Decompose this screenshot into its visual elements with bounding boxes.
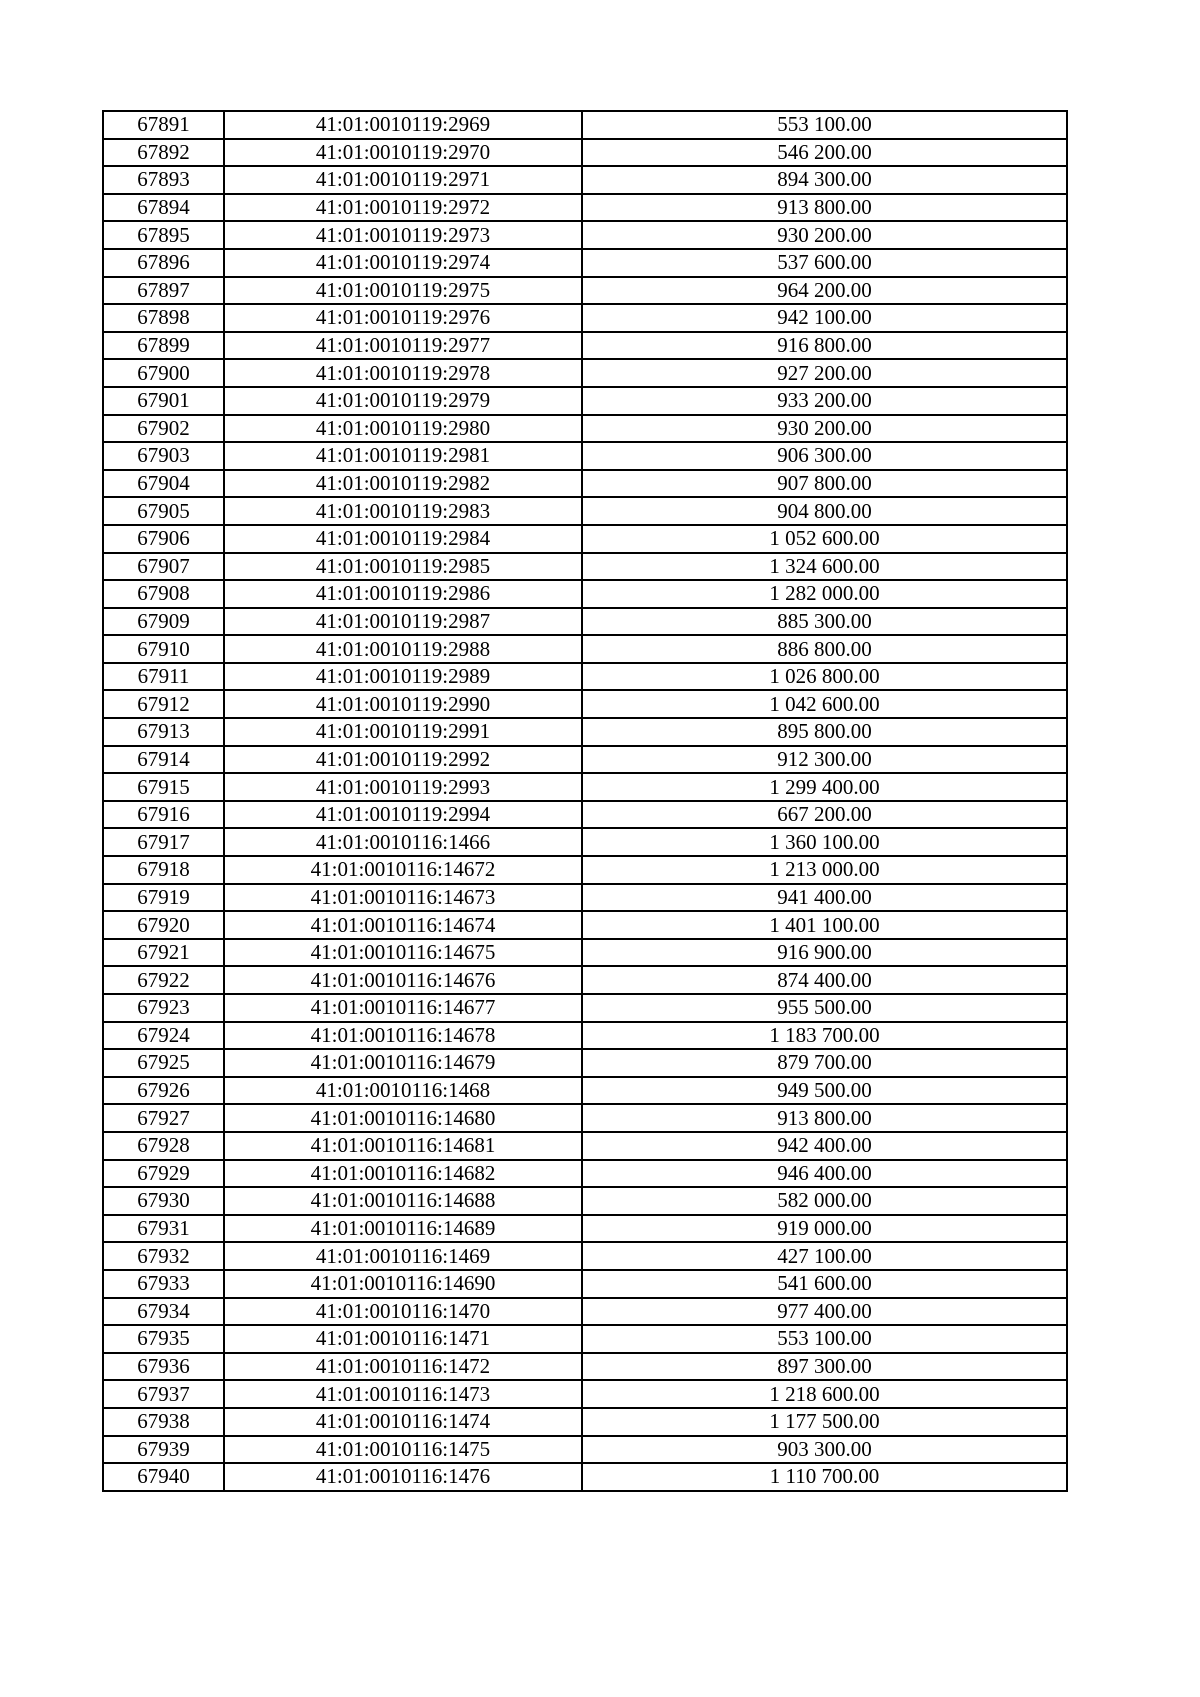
cadastral-value-cell: 879 700.00 <box>582 1049 1067 1077</box>
cadastral-number-cell: 41:01:0010119:2971 <box>224 166 582 194</box>
row-number-cell: 67899 <box>103 332 224 360</box>
cadastral-number-cell: 41:01:0010119:2977 <box>224 332 582 360</box>
table-row <box>103 939 1067 967</box>
table-row <box>103 580 1067 608</box>
row-number-cell: 67927 <box>103 1104 224 1132</box>
cadastral-number-cell: 41:01:0010119:2970 <box>224 139 582 167</box>
row-number-cell: 67936 <box>103 1353 224 1381</box>
row-number-cell: 67910 <box>103 635 224 663</box>
cadastral-value-cell: 955 500.00 <box>582 994 1067 1022</box>
cadastral-value-cell: 1 042 600.00 <box>582 690 1067 718</box>
row-number-cell: 67898 <box>103 304 224 332</box>
table-row <box>103 911 1067 939</box>
row-number-cell: 67913 <box>103 718 224 746</box>
row-number-cell: 67896 <box>103 249 224 277</box>
cadastral-value-cell: 537 600.00 <box>582 249 1067 277</box>
row-number-cell: 67931 <box>103 1215 224 1243</box>
row-number-cell: 67902 <box>103 415 224 443</box>
table-row <box>103 663 1067 691</box>
cadastral-number-cell: 41:01:0010116:14678 <box>224 1022 582 1050</box>
table-row <box>103 1463 1067 1491</box>
table-row <box>103 1242 1067 1270</box>
row-number-cell: 67922 <box>103 966 224 994</box>
table-row <box>103 1325 1067 1353</box>
table-row <box>103 994 1067 1022</box>
cadastral-number-cell: 41:01:0010116:1470 <box>224 1298 582 1326</box>
cadastral-number-cell: 41:01:0010116:14675 <box>224 939 582 967</box>
row-number-cell: 67900 <box>103 359 224 387</box>
row-number-cell: 67911 <box>103 663 224 691</box>
cadastral-value-cell: 427 100.00 <box>582 1242 1067 1270</box>
cadastral-number-cell: 41:01:0010116:14672 <box>224 856 582 884</box>
cadastral-number-cell: 41:01:0010119:2989 <box>224 663 582 691</box>
cadastral-value-cell: 546 200.00 <box>582 139 1067 167</box>
cadastral-value-cell: 1 177 500.00 <box>582 1408 1067 1436</box>
row-number-cell: 67926 <box>103 1077 224 1105</box>
row-number-cell: 67906 <box>103 525 224 553</box>
table-row <box>103 966 1067 994</box>
cadastral-number-cell: 41:01:0010116:14673 <box>224 884 582 912</box>
table-row <box>103 1270 1067 1298</box>
cadastral-number-cell: 41:01:0010119:2985 <box>224 553 582 581</box>
row-number-cell: 67908 <box>103 580 224 608</box>
cadastral-number-cell: 41:01:0010116:14688 <box>224 1187 582 1215</box>
row-number-cell: 67903 <box>103 442 224 470</box>
cadastral-value-cell: 933 200.00 <box>582 387 1067 415</box>
cadastral-value-cell: 942 400.00 <box>582 1132 1067 1160</box>
cadastral-number-cell: 41:01:0010119:2974 <box>224 249 582 277</box>
cadastral-value-cell: 1 299 400.00 <box>582 773 1067 801</box>
cadastral-value-cell: 885 300.00 <box>582 608 1067 636</box>
cadastral-number-cell: 41:01:0010116:1475 <box>224 1436 582 1464</box>
row-number-cell: 67932 <box>103 1242 224 1270</box>
cadastral-number-cell: 41:01:0010116:1471 <box>224 1325 582 1353</box>
row-number-cell: 67905 <box>103 497 224 525</box>
cadastral-number-cell: 41:01:0010116:14690 <box>224 1270 582 1298</box>
cadastral-number-cell: 41:01:0010119:2979 <box>224 387 582 415</box>
cadastral-number-cell: 41:01:0010116:1473 <box>224 1380 582 1408</box>
cadastral-value-cell: 913 800.00 <box>582 194 1067 222</box>
cadastral-value-cell: 916 900.00 <box>582 939 1067 967</box>
cadastral-value-cell: 941 400.00 <box>582 884 1067 912</box>
table-row <box>103 1022 1067 1050</box>
cadastral-value-cell: 667 200.00 <box>582 801 1067 829</box>
table-row <box>103 856 1067 884</box>
cadastral-value-cell: 1 110 700.00 <box>582 1463 1067 1491</box>
cadastral-value-cell: 913 800.00 <box>582 1104 1067 1132</box>
row-number-cell: 67939 <box>103 1436 224 1464</box>
cadastral-number-cell: 41:01:0010119:2975 <box>224 277 582 305</box>
table-row <box>103 1215 1067 1243</box>
cadastral-value-cell: 1 401 100.00 <box>582 911 1067 939</box>
cadastral-value-cell: 919 000.00 <box>582 1215 1067 1243</box>
cadastral-number-cell: 41:01:0010116:14676 <box>224 966 582 994</box>
row-number-cell: 67912 <box>103 690 224 718</box>
cadastral-value-cell: 874 400.00 <box>582 966 1067 994</box>
row-number-cell: 67938 <box>103 1408 224 1436</box>
table-row <box>103 1380 1067 1408</box>
cadastral-value-cell: 907 800.00 <box>582 470 1067 498</box>
cadastral-value-cell: 946 400.00 <box>582 1160 1067 1188</box>
table-row <box>103 718 1067 746</box>
table-row <box>103 608 1067 636</box>
row-number-cell: 67916 <box>103 801 224 829</box>
cadastral-number-cell: 41:01:0010119:2983 <box>224 497 582 525</box>
table-row <box>103 1077 1067 1105</box>
cadastral-number-cell: 41:01:0010116:1472 <box>224 1353 582 1381</box>
cadastral-number-cell: 41:01:0010119:2991 <box>224 718 582 746</box>
row-number-cell: 67904 <box>103 470 224 498</box>
row-number-cell: 67935 <box>103 1325 224 1353</box>
cadastral-number-cell: 41:01:0010116:14674 <box>224 911 582 939</box>
table-row <box>103 387 1067 415</box>
cadastral-number-cell: 41:01:0010116:14681 <box>224 1132 582 1160</box>
cadastral-number-cell: 41:01:0010116:14682 <box>224 1160 582 1188</box>
cadastral-value-cell: 894 300.00 <box>582 166 1067 194</box>
row-number-cell: 67915 <box>103 773 224 801</box>
table-row <box>103 249 1067 277</box>
cadastral-value-cell: 949 500.00 <box>582 1077 1067 1105</box>
cadastral-number-cell: 41:01:0010116:14679 <box>224 1049 582 1077</box>
table-row <box>103 525 1067 553</box>
row-number-cell: 67894 <box>103 194 224 222</box>
cadastral-value-cell: 977 400.00 <box>582 1298 1067 1326</box>
table-row <box>103 746 1067 774</box>
cadastral-number-cell: 41:01:0010119:2990 <box>224 690 582 718</box>
cadastral-value-cell: 1 026 800.00 <box>582 663 1067 691</box>
row-number-cell: 67892 <box>103 139 224 167</box>
cadastral-value-cell: 553 100.00 <box>582 1325 1067 1353</box>
row-number-cell: 67901 <box>103 387 224 415</box>
cadastral-value-cell: 916 800.00 <box>582 332 1067 360</box>
table-row <box>103 1353 1067 1381</box>
row-number-cell: 67928 <box>103 1132 224 1160</box>
table-row <box>103 166 1067 194</box>
table-row <box>103 442 1067 470</box>
cadastral-number-cell: 41:01:0010116:14677 <box>224 994 582 1022</box>
table-row <box>103 884 1067 912</box>
cadastral-number-cell: 41:01:0010116:1469 <box>224 1242 582 1270</box>
cadastral-value-cell: 1 282 000.00 <box>582 580 1067 608</box>
cadastral-number-cell: 41:01:0010119:2992 <box>224 746 582 774</box>
table-row <box>103 304 1067 332</box>
cadastral-number-cell: 41:01:0010116:1474 <box>224 1408 582 1436</box>
table-row <box>103 277 1067 305</box>
table-row <box>103 470 1067 498</box>
table-row <box>103 1408 1067 1436</box>
table-row <box>103 194 1067 222</box>
cadastral-value-cell: 1 183 700.00 <box>582 1022 1067 1050</box>
row-number-cell: 67919 <box>103 884 224 912</box>
cadastral-value-cell: 1 324 600.00 <box>582 553 1067 581</box>
table-row <box>103 497 1067 525</box>
cadastral-number-cell: 41:01:0010119:2988 <box>224 635 582 663</box>
row-number-cell: 67909 <box>103 608 224 636</box>
row-number-cell: 67917 <box>103 828 224 856</box>
cadastral-number-cell: 41:01:0010116:1468 <box>224 1077 582 1105</box>
row-number-cell: 67940 <box>103 1463 224 1491</box>
row-number-cell: 67929 <box>103 1160 224 1188</box>
row-number-cell: 67914 <box>103 746 224 774</box>
row-number-cell: 67907 <box>103 553 224 581</box>
table-row <box>103 1436 1067 1464</box>
cadastral-value-cell: 1 360 100.00 <box>582 828 1067 856</box>
cadastral-value-cell: 930 200.00 <box>582 415 1067 443</box>
cadastral-number-cell: 41:01:0010119:2986 <box>224 580 582 608</box>
row-number-cell: 67921 <box>103 939 224 967</box>
cadastral-number-cell: 41:01:0010119:2980 <box>224 415 582 443</box>
cadastral-value-cell: 906 300.00 <box>582 442 1067 470</box>
cadastral-value-cell: 1 218 600.00 <box>582 1380 1067 1408</box>
row-number-cell: 67918 <box>103 856 224 884</box>
cadastral-value-cell: 553 100.00 <box>582 111 1067 139</box>
table-row <box>103 221 1067 249</box>
row-number-cell: 67930 <box>103 1187 224 1215</box>
cadastral-value-cell: 895 800.00 <box>582 718 1067 746</box>
cadastral-number-cell: 41:01:0010119:2984 <box>224 525 582 553</box>
table-row <box>103 801 1067 829</box>
row-number-cell: 67937 <box>103 1380 224 1408</box>
cadastral-value-cell: 942 100.00 <box>582 304 1067 332</box>
cadastral-value-cell: 904 800.00 <box>582 497 1067 525</box>
cadastral-number-cell: 41:01:0010119:2987 <box>224 608 582 636</box>
cadastral-value-cell: 582 000.00 <box>582 1187 1067 1215</box>
table-row <box>103 635 1067 663</box>
cadastral-number-cell: 41:01:0010119:2972 <box>224 194 582 222</box>
row-number-cell: 67925 <box>103 1049 224 1077</box>
cadastral-value-cell: 927 200.00 <box>582 359 1067 387</box>
cadastral-value-cell: 897 300.00 <box>582 1353 1067 1381</box>
cadastral-number-cell: 41:01:0010116:1476 <box>224 1463 582 1491</box>
cadastral-value-cell: 912 300.00 <box>582 746 1067 774</box>
row-number-cell: 67934 <box>103 1298 224 1326</box>
row-number-cell: 67895 <box>103 221 224 249</box>
cadastral-number-cell: 41:01:0010116:14689 <box>224 1215 582 1243</box>
cadastral-value-cell: 541 600.00 <box>582 1270 1067 1298</box>
table-row <box>103 415 1067 443</box>
row-number-cell: 67920 <box>103 911 224 939</box>
table-row <box>103 359 1067 387</box>
table-row <box>103 1132 1067 1160</box>
row-number-cell: 67924 <box>103 1022 224 1050</box>
cadastral-number-cell: 41:01:0010116:1466 <box>224 828 582 856</box>
row-number-cell: 67933 <box>103 1270 224 1298</box>
table-row <box>103 1104 1067 1132</box>
table-row <box>103 1049 1067 1077</box>
table-row <box>103 139 1067 167</box>
table-row <box>103 332 1067 360</box>
cadastral-number-cell: 41:01:0010119:2978 <box>224 359 582 387</box>
table-row <box>103 1298 1067 1326</box>
row-number-cell: 67891 <box>103 111 224 139</box>
row-number-cell: 67923 <box>103 994 224 1022</box>
cadastral-value-cell: 930 200.00 <box>582 221 1067 249</box>
row-number-cell: 67897 <box>103 277 224 305</box>
cadastral-number-cell: 41:01:0010119:2982 <box>224 470 582 498</box>
cadastral-value-cell: 1 052 600.00 <box>582 525 1067 553</box>
cadastral-value-table <box>102 110 1068 1492</box>
table-row <box>103 111 1067 139</box>
cadastral-number-cell: 41:01:0010116:14680 <box>224 1104 582 1132</box>
cadastral-value-cell: 1 213 000.00 <box>582 856 1067 884</box>
cadastral-number-cell: 41:01:0010119:2973 <box>224 221 582 249</box>
table-row <box>103 773 1067 801</box>
table-row <box>103 1160 1067 1188</box>
cadastral-number-cell: 41:01:0010119:2969 <box>224 111 582 139</box>
cadastral-number-cell: 41:01:0010119:2981 <box>224 442 582 470</box>
row-number-cell: 67893 <box>103 166 224 194</box>
cadastral-number-cell: 41:01:0010119:2994 <box>224 801 582 829</box>
table-row <box>103 1187 1067 1215</box>
table-body <box>103 111 1067 1491</box>
table-row <box>103 553 1067 581</box>
cadastral-number-cell: 41:01:0010119:2993 <box>224 773 582 801</box>
table-row <box>103 828 1067 856</box>
cadastral-value-cell: 964 200.00 <box>582 277 1067 305</box>
cadastral-value-cell: 886 800.00 <box>582 635 1067 663</box>
table-row <box>103 690 1067 718</box>
cadastral-number-cell: 41:01:0010119:2976 <box>224 304 582 332</box>
cadastral-value-cell: 903 300.00 <box>582 1436 1067 1464</box>
